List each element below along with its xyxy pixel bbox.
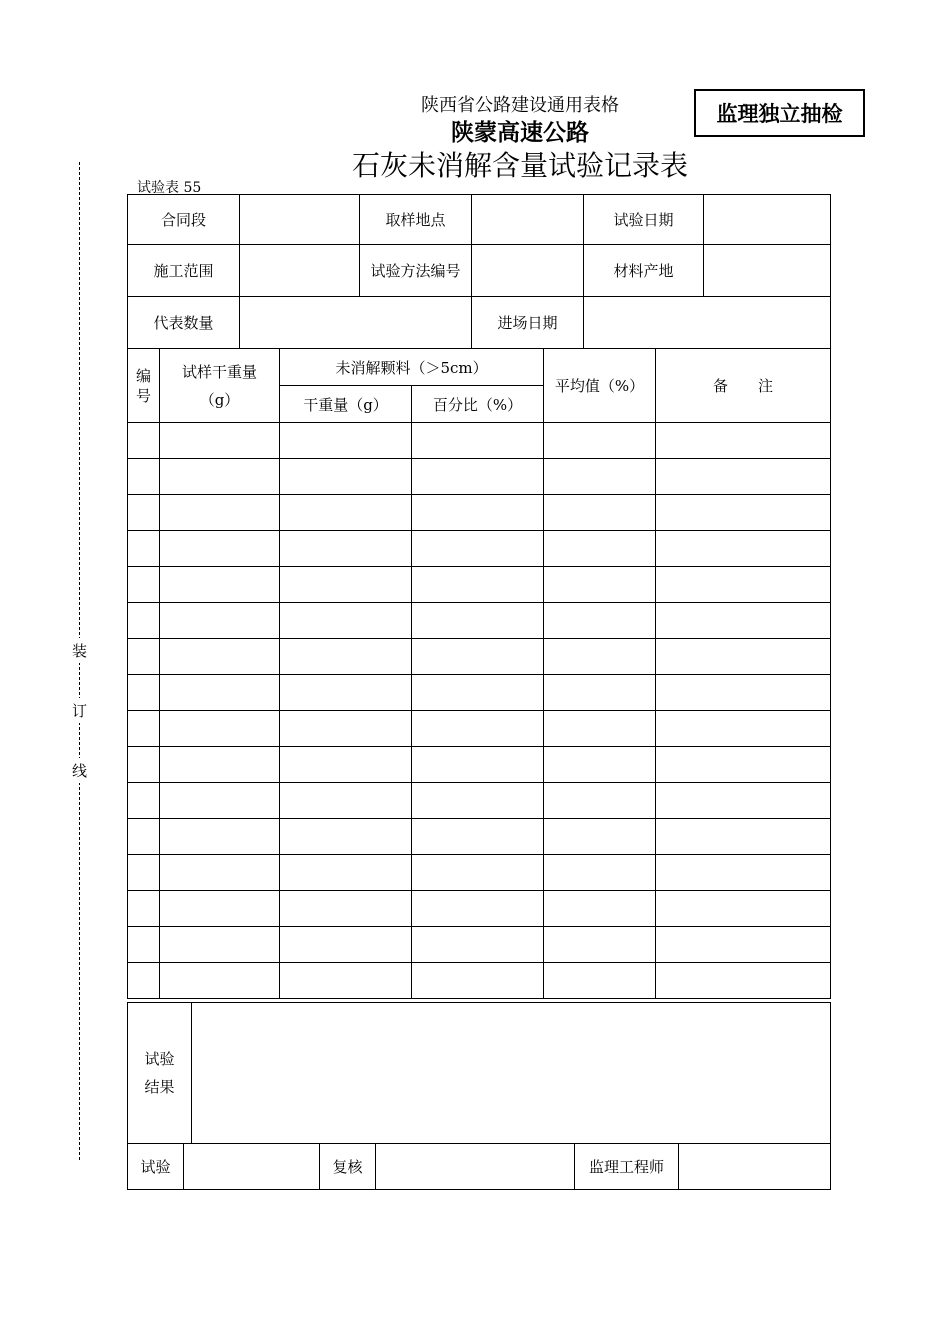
table-row bbox=[128, 675, 831, 711]
column-average: 平均值（%） bbox=[544, 349, 656, 423]
signature-row bbox=[128, 1144, 831, 1190]
material-origin-value[interactable] bbox=[704, 245, 831, 297]
sample-dry-weight-cell[interactable] bbox=[160, 891, 280, 927]
percentage-cell[interactable] bbox=[412, 459, 544, 495]
header-top-line: 陕西省公路建设通用表格 bbox=[421, 95, 619, 116]
remarks-cell[interactable] bbox=[656, 783, 831, 819]
average-cell[interactable] bbox=[544, 927, 656, 963]
supervisor-label: 监理工程师 bbox=[575, 1144, 679, 1190]
average-cell[interactable] bbox=[544, 531, 656, 567]
sample-dry-weight-cell[interactable] bbox=[160, 747, 280, 783]
column-header-row-1 bbox=[128, 349, 831, 386]
sampling-location-label: 取样地点 bbox=[360, 195, 472, 245]
quantity-value[interactable] bbox=[240, 297, 472, 349]
dry-weight-cell[interactable] bbox=[280, 783, 412, 819]
dry-weight-cell[interactable] bbox=[280, 567, 412, 603]
project-name: 陕蒙高速公路 bbox=[451, 120, 589, 146]
result-row bbox=[128, 1003, 831, 1144]
dry-weight-cell[interactable] bbox=[280, 963, 412, 999]
row-no-cell[interactable] bbox=[128, 603, 160, 639]
sample-dry-weight-cell[interactable] bbox=[160, 495, 280, 531]
dry-weight-cell[interactable] bbox=[280, 423, 412, 459]
dry-weight-cell[interactable] bbox=[280, 603, 412, 639]
row-no-cell[interactable] bbox=[128, 747, 160, 783]
row-no-cell[interactable] bbox=[128, 891, 160, 927]
sample-dry-weight-cell[interactable] bbox=[160, 531, 280, 567]
row-no-cell[interactable] bbox=[128, 783, 160, 819]
remarks-cell[interactable] bbox=[656, 855, 831, 891]
remarks-cell[interactable] bbox=[656, 963, 831, 999]
quantity-label: 代表数量 bbox=[128, 297, 240, 349]
table-row bbox=[128, 963, 831, 999]
remarks-cell[interactable] bbox=[656, 459, 831, 495]
sample-dry-weight-cell[interactable] bbox=[160, 927, 280, 963]
average-cell[interactable] bbox=[544, 963, 656, 999]
info-row-1 bbox=[128, 195, 831, 245]
percentage-cell[interactable] bbox=[412, 603, 544, 639]
reviewer-signature[interactable] bbox=[376, 1144, 575, 1190]
remarks-cell[interactable] bbox=[656, 747, 831, 783]
dry-weight-cell[interactable] bbox=[280, 459, 412, 495]
remarks-cell[interactable] bbox=[656, 891, 831, 927]
sample-dry-weight-cell[interactable] bbox=[160, 567, 280, 603]
average-cell[interactable] bbox=[544, 495, 656, 531]
table-row bbox=[128, 495, 831, 531]
supervisor-signature[interactable] bbox=[679, 1144, 831, 1190]
percentage-cell[interactable] bbox=[412, 963, 544, 999]
dry-weight-cell[interactable] bbox=[280, 927, 412, 963]
percentage-cell[interactable] bbox=[412, 783, 544, 819]
row-no-cell[interactable] bbox=[128, 963, 160, 999]
percentage-cell[interactable] bbox=[412, 711, 544, 747]
table-row bbox=[128, 819, 831, 855]
row-no-cell[interactable] bbox=[128, 819, 160, 855]
dry-weight-cell[interactable] bbox=[280, 819, 412, 855]
dry-weight-cell[interactable] bbox=[280, 891, 412, 927]
sampling-location-value[interactable] bbox=[472, 195, 584, 245]
column-remarks: 备 注 bbox=[656, 349, 831, 423]
test-method-label: 试验方法编号 bbox=[360, 245, 472, 297]
binding-char-1: 装 bbox=[72, 638, 87, 663]
sample-dry-weight-cell[interactable] bbox=[160, 711, 280, 747]
result-label-line-2: 结果 bbox=[144, 1078, 175, 1096]
sample-dry-weight-cell[interactable] bbox=[160, 423, 280, 459]
remarks-cell[interactable] bbox=[656, 639, 831, 675]
sample-dry-weight-cell[interactable] bbox=[160, 783, 280, 819]
result-value[interactable] bbox=[192, 1003, 831, 1144]
percentage-cell[interactable] bbox=[412, 495, 544, 531]
sample-dry-weight-cell[interactable] bbox=[160, 963, 280, 999]
row-no-cell[interactable] bbox=[128, 675, 160, 711]
row-no-cell[interactable] bbox=[128, 495, 160, 531]
table-row bbox=[128, 603, 831, 639]
average-cell[interactable] bbox=[544, 819, 656, 855]
row-no-cell[interactable] bbox=[128, 567, 160, 603]
average-cell[interactable] bbox=[544, 747, 656, 783]
construction-scope-label: 施工范围 bbox=[128, 245, 240, 297]
table-row bbox=[128, 423, 831, 459]
average-cell[interactable] bbox=[544, 711, 656, 747]
sample-dry-weight-cell[interactable] bbox=[160, 639, 280, 675]
average-cell[interactable] bbox=[544, 783, 656, 819]
average-cell[interactable] bbox=[544, 603, 656, 639]
average-cell[interactable] bbox=[544, 423, 656, 459]
contract-section-label: 合同段 bbox=[128, 195, 240, 245]
remarks-cell[interactable] bbox=[656, 531, 831, 567]
remarks-cell[interactable] bbox=[656, 495, 831, 531]
binding-char-2: 订 bbox=[72, 698, 87, 723]
contract-section-value[interactable] bbox=[240, 195, 360, 245]
sample-dry-weight-cell[interactable] bbox=[160, 603, 280, 639]
row-no-cell[interactable] bbox=[128, 639, 160, 675]
remarks-cell[interactable] bbox=[656, 567, 831, 603]
average-cell[interactable] bbox=[544, 567, 656, 603]
remarks-cell[interactable] bbox=[656, 927, 831, 963]
percentage-cell[interactable] bbox=[412, 531, 544, 567]
entry-date-value[interactable] bbox=[584, 297, 831, 349]
dry-weight-cell[interactable] bbox=[280, 531, 412, 567]
dry-weight-cell[interactable] bbox=[280, 711, 412, 747]
sample-dry-weight-line-2: （g） bbox=[199, 390, 240, 409]
table-row bbox=[128, 711, 831, 747]
dry-weight-cell[interactable] bbox=[280, 855, 412, 891]
test-method-value[interactable] bbox=[472, 245, 584, 297]
table-row bbox=[128, 855, 831, 891]
tester-label: 试验 bbox=[128, 1144, 184, 1190]
table-row bbox=[128, 783, 831, 819]
result-table bbox=[127, 1002, 831, 1190]
result-label-line-1: 试验 bbox=[144, 1050, 175, 1068]
table-row bbox=[128, 747, 831, 783]
row-no-cell[interactable] bbox=[128, 855, 160, 891]
row-no-cell[interactable] bbox=[128, 927, 160, 963]
info-row-2 bbox=[128, 245, 831, 297]
sample-dry-weight-cell[interactable] bbox=[160, 675, 280, 711]
table-row bbox=[128, 531, 831, 567]
column-sample-dry-weight bbox=[160, 349, 280, 423]
table-row bbox=[128, 639, 831, 675]
percentage-cell[interactable] bbox=[412, 639, 544, 675]
percentage-cell[interactable] bbox=[412, 747, 544, 783]
percentage-cell[interactable] bbox=[412, 675, 544, 711]
row-no-cell[interactable] bbox=[128, 711, 160, 747]
average-cell[interactable] bbox=[544, 891, 656, 927]
average-cell[interactable] bbox=[544, 459, 656, 495]
test-record-table bbox=[127, 194, 831, 999]
entry-date-label: 进场日期 bbox=[472, 297, 584, 349]
table-row bbox=[128, 927, 831, 963]
sample-dry-weight-cell[interactable] bbox=[160, 459, 280, 495]
data-rows bbox=[128, 423, 831, 999]
remarks-cell[interactable] bbox=[656, 711, 831, 747]
average-cell[interactable] bbox=[544, 855, 656, 891]
average-cell[interactable] bbox=[544, 675, 656, 711]
percentage-cell[interactable] bbox=[412, 927, 544, 963]
sample-dry-weight-cell[interactable] bbox=[160, 819, 280, 855]
test-date-label: 试验日期 bbox=[584, 195, 704, 245]
tester-signature[interactable] bbox=[184, 1144, 320, 1190]
reviewer-label: 复核 bbox=[320, 1144, 376, 1190]
dry-weight-cell[interactable] bbox=[280, 747, 412, 783]
percentage-cell[interactable] bbox=[412, 819, 544, 855]
percentage-cell[interactable] bbox=[412, 891, 544, 927]
percentage-cell[interactable] bbox=[412, 855, 544, 891]
row-no-cell[interactable] bbox=[128, 531, 160, 567]
dry-weight-cell[interactable] bbox=[280, 639, 412, 675]
dry-weight-cell[interactable] bbox=[280, 495, 412, 531]
binding-char-3: 线 bbox=[72, 758, 87, 783]
column-unslaked-group: 未消解颗料（＞5cm） bbox=[280, 349, 544, 386]
form-number: 试验表 55 bbox=[137, 180, 202, 196]
column-no-label: 编号 bbox=[135, 366, 151, 405]
dry-weight-cell[interactable] bbox=[280, 675, 412, 711]
remarks-cell[interactable] bbox=[656, 819, 831, 855]
percentage-cell[interactable] bbox=[412, 567, 544, 603]
material-origin-label: 材料产地 bbox=[584, 245, 704, 297]
remarks-cell[interactable] bbox=[656, 423, 831, 459]
column-percentage: 百分比（%） bbox=[412, 386, 544, 423]
info-row-3 bbox=[128, 297, 831, 349]
sample-dry-weight-line-1: 试样干重量 bbox=[182, 362, 258, 381]
table-row bbox=[128, 891, 831, 927]
remarks-cell[interactable] bbox=[656, 675, 831, 711]
result-label bbox=[128, 1003, 192, 1144]
row-no-cell[interactable] bbox=[128, 423, 160, 459]
column-no bbox=[128, 349, 160, 423]
table-row bbox=[128, 459, 831, 495]
test-date-value[interactable] bbox=[704, 195, 831, 245]
average-cell[interactable] bbox=[544, 639, 656, 675]
form-title: 石灰未消解含量试验记录表 bbox=[351, 149, 688, 182]
percentage-cell[interactable] bbox=[412, 423, 544, 459]
remarks-cell[interactable] bbox=[656, 603, 831, 639]
table-row bbox=[128, 567, 831, 603]
sample-dry-weight-cell[interactable] bbox=[160, 855, 280, 891]
column-dry-weight: 干重量（g） bbox=[280, 386, 412, 423]
row-no-cell[interactable] bbox=[128, 459, 160, 495]
construction-scope-value[interactable] bbox=[240, 245, 360, 297]
supervision-stamp: 监理独立抽检 bbox=[694, 89, 865, 137]
